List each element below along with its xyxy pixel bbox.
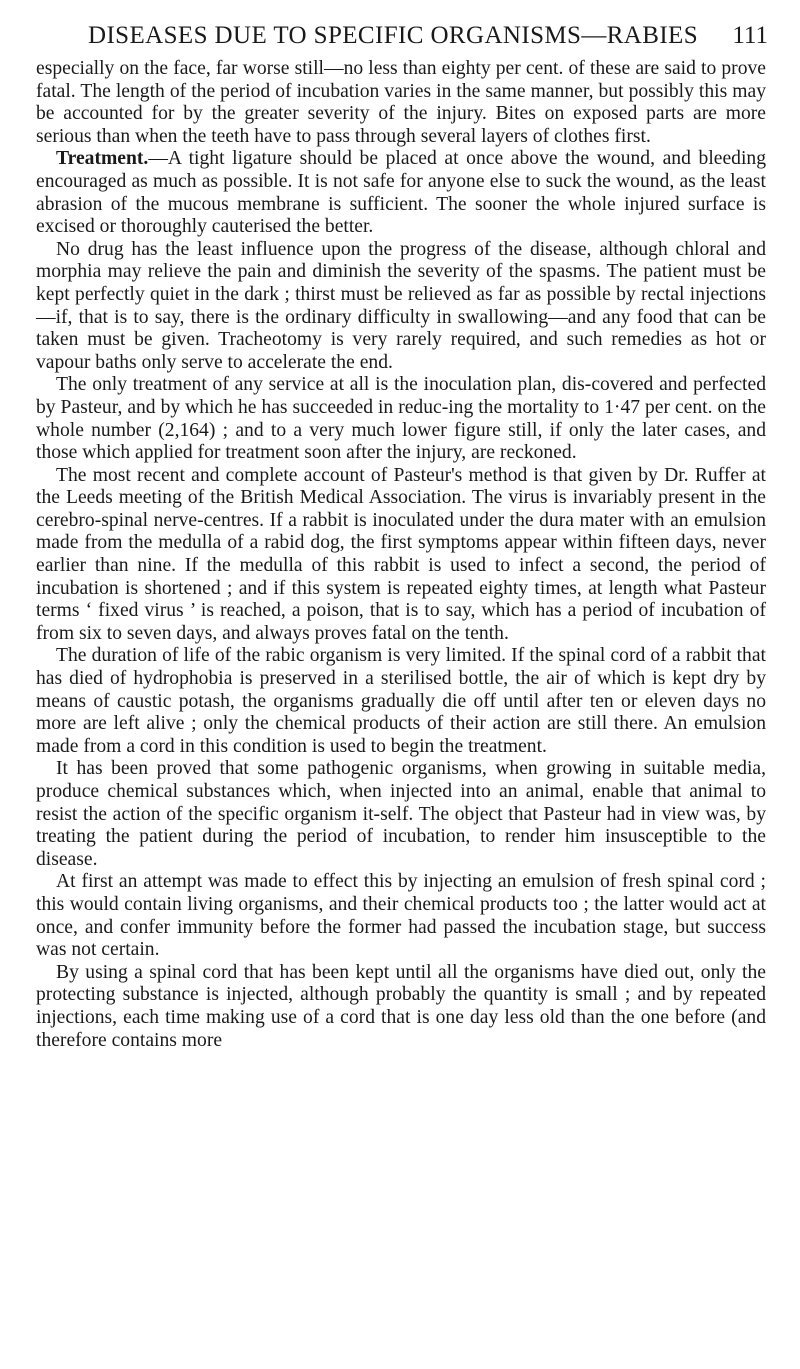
- paragraph: [36, 871, 766, 961]
- paragraph-text: The most recent and complete account of Pasteur's method is that given by Dr. Ruffer at the Leeds meeting of the British Medical Association. The virus is invariably present in the cerebro-spinal nerve-centres. If a rabbit is inoculated under the dura mater with an emulsion made from the medulla of a rabid dog, the first symptoms appear within fifteen days, never earlier than nine. If the medulla of this rabbit is used to infect a second, the period of incubation is shortened ; and if this system is repeated eighty times, at length what Pasteur terms ‘ fixed virus ’ is reached, a poison, that is to say, which has a period of incubation of from six to seven days, and always proves fatal on the tenth.: [36, 464, 766, 644]
- paragraph-text: It has been proved that some pathogenic organisms, when growing in suitable media, produce chemical substances which, when injected into an animal, enable that animal to resist the action of the specific organism it-self. The object that Pasteur had in view was, by treating the patient during the period of incubation, to render him insusceptible to the disease.: [36, 758, 766, 870]
- paragraph: [36, 465, 766, 646]
- paragraph: [36, 645, 766, 758]
- paragraph-text: especially on the face, far worse still—no less than eighty per cent. of these are said to prove fatal. The length of the period of incubation varies in the same manner, but possibly this may be accounted for by the greater severity of the injury. Bites on exposed parts are more serious than when the teeth have to pass through several layers of clothes first.: [36, 58, 766, 147]
- paragraph-text: The duration of life of the rabic organism is very limited. If the spinal cord of a rabbit that has died of hydrophobia is preserved in a sterilised bottle, the air of which is kept dry by means of caustic potash, the organisms gradually die off until after ten or eleven days no more are left alive ; only the chemical products of their action are still there. An emulsion made from a cord in this condition is used to begin the treatment.: [36, 645, 766, 757]
- paragraph: [36, 962, 766, 1052]
- paragraph-text: By using a spinal cord that has been kept until all the organisms have died out, only the protecting substance is injected, although probably the quantity is small ; and by repeated injections, each time making use of a cord that is one day less old than the one before (and therefore contains more: [36, 961, 766, 1051]
- paragraph-text: At first an attempt was made to effect this by injecting an emulsion of fresh spinal cord ; this would contain living organisms, and their chemical products too ; the latter would act at once, and confer immunity before the former had passed the incubation stage, but success was not certain.: [36, 871, 766, 961]
- body-text: [36, 58, 766, 1052]
- running-title: DISEASES DUE TO SPECIFIC ORGANISMS—RABIES: [88, 22, 699, 49]
- paragraph-text: No drug has the least influence upon the progress of the disease, although chloral and morphia may relieve the pain and diminish the severity of the spasms. The patient must be kept perfectly quiet in the dark ; thirst must be relieved as far as possible by rectal injections—if, that is to say, there is the ordinary difficulty in swallowing—and any food that can be taken must be given. Tracheotomy is very rarely required, and such remedies as hot or vapour baths only serve to accelerate the end.: [36, 238, 766, 373]
- paragraph-text: The only treatment of any service at all is the inoculation plan, dis-covered and perfected by Pasteur, and by which he has succeeded in reduc-ing the mortality to 1·47 per cent. on the whole number (2,164) ; and to a very much lower figure still, if only the later cases, and those which applied for treatment soon after the injury, are reckoned.: [36, 374, 766, 464]
- page-number: 111: [732, 22, 768, 49]
- paragraph-treatment: [36, 148, 766, 238]
- running-head: [88, 22, 768, 62]
- paragraph: [36, 374, 766, 464]
- paragraph-continuation: [36, 58, 766, 148]
- section-heading-treatment: Treatment.: [56, 148, 149, 170]
- paragraph: [36, 239, 766, 375]
- paragraph: [36, 758, 766, 871]
- paragraph-text: —A tight ligature should be placed at once above the wound, and bleeding encouraged as much as possible. It is not safe for anyone else to suck the wound, as the least abrasion of the mucous membrane is sufficient. The sooner the whole injured surface is excised or thoroughly cauterised the better.: [36, 148, 766, 238]
